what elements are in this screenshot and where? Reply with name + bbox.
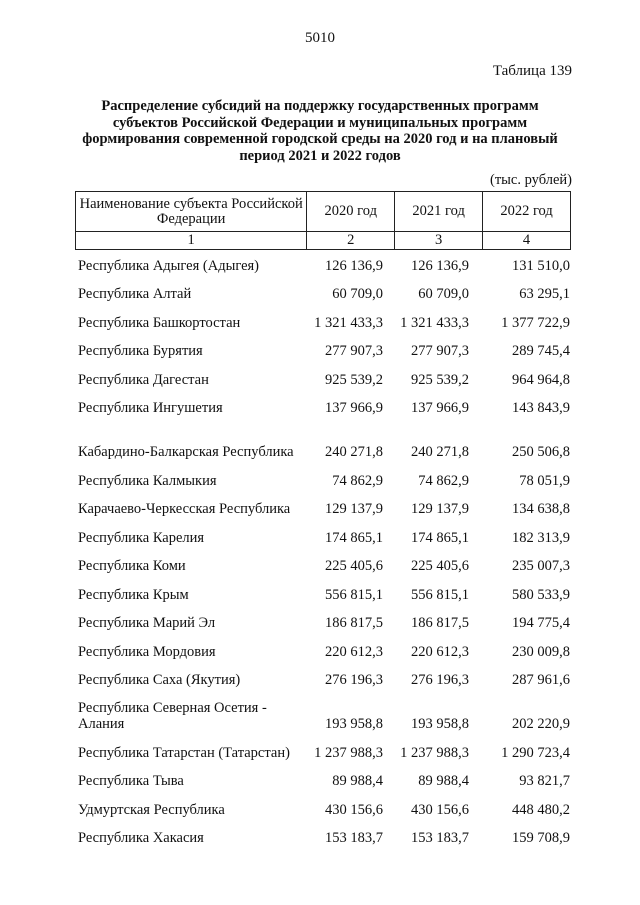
value-2020: 153 183,7 [325,830,383,846]
value-2022: 182 313,9 [512,529,570,546]
value-2021: 129 137,9 [411,501,469,517]
value-2021: 220 612,3 [411,643,469,660]
value-2022: 202 220,9 [512,716,570,732]
subject-name: Республика Ингушетия [78,400,223,416]
value-2022: 235 007,3 [512,558,570,574]
value-2020: 220 612,3 [325,643,383,660]
subject-name: Республика Алтай [78,286,192,302]
table-row [75,307,571,336]
subject-name: Кабардино-Балкарская Республика [78,444,294,460]
table-body [75,250,571,851]
table-row [75,608,571,637]
subject-name: Республика Северная Осетия - Алания [78,700,267,732]
value-2022: 78 051,9 [519,472,570,489]
subject-name: Республика Башкортостан [78,314,241,331]
value-2021: 126 136,9 [411,257,469,274]
table-row [75,579,571,608]
value-2021: 225 405,6 [411,558,469,574]
value-2021: 240 271,8 [411,444,469,460]
table-row [75,766,571,795]
value-2022: 289 745,4 [512,343,570,359]
units-label: (тыс. рублей) [490,172,572,188]
value-2022: 1 290 723,4 [501,744,570,761]
document-title: Распределение субсидий на поддержку государственных программ субъектов Российской Федерации и муниципальных программ формирования современной городской среды на 2020 год и на плановый период 2021 и 2022 годов [82,98,558,164]
value-2022: 287 961,6 [512,672,570,688]
value-2020: 60 709,0 [332,286,383,302]
value-2021: 1 237 988,3 [400,744,469,761]
page-number: 5010 [305,30,335,46]
value-2020: 137 966,9 [325,400,383,416]
table-row [75,250,571,279]
value-2021: 137 966,9 [411,400,469,416]
table-row [75,737,571,766]
table-row [75,393,571,422]
subject-name: Республика Адыгея (Адыгея) [78,257,260,274]
value-2021: 276 196,3 [411,672,469,688]
value-2020: 174 865,1 [325,529,383,546]
value-2020: 925 539,2 [325,371,383,388]
subject-name: Республика Хакасия [78,830,204,846]
subject-name: Республика Саха (Якутия) [78,672,241,688]
table-row [75,421,571,465]
value-2022: 448 480,2 [512,801,570,818]
subject-name: Карачаево-Черкесская Республика [78,501,291,517]
value-2022: 134 638,8 [512,501,570,517]
value-2021: 74 862,9 [418,472,469,489]
value-2022: 93 821,7 [519,773,570,789]
subject-name: Республика Тыва [78,773,184,789]
value-2020: 74 862,9 [332,472,383,489]
table-row [75,636,571,665]
value-2021: 277 907,3 [411,343,469,359]
table-row [75,494,571,523]
value-2020: 1 321 433,3 [314,314,383,331]
value-2020: 430 156,6 [325,801,383,818]
header-2022: 2022 год [483,192,571,232]
value-2020: 556 815,1 [325,586,383,603]
column-number-1: 1 [76,232,307,250]
value-2020: 129 137,9 [325,501,383,517]
subject-name: Республика Крым [78,586,189,603]
value-2020: 126 136,9 [325,257,383,274]
value-2020: 89 988,4 [332,773,383,789]
value-2022: 964 964,8 [512,371,570,388]
table-label: Таблица 139 [492,63,572,79]
subject-name: Республика Татарстан (Татарстан) [78,744,290,761]
value-2021: 925 539,2 [411,371,469,388]
header-row [76,192,571,232]
value-2020: 193 958,8 [325,716,383,732]
subject-name: Республика Мордовия [78,643,216,660]
value-2021: 186 817,5 [411,615,469,631]
subject-name: Республика Дагестан [78,371,209,388]
value-2022: 63 295,1 [519,286,570,302]
value-2021: 193 958,8 [411,716,469,732]
subject-name: Республика Калмыкия [78,472,217,489]
table-header [75,191,571,250]
value-2021: 174 865,1 [411,529,469,546]
table-row [75,693,571,737]
column-number-2: 2 [307,232,395,250]
value-2020: 225 405,6 [325,558,383,574]
value-2020: 240 271,8 [325,444,383,460]
column-number-row [76,232,571,250]
value-2021: 556 815,1 [411,586,469,603]
subject-name: Удмуртская Республика [78,801,225,818]
subject-name: Республика Карелия [78,529,205,546]
table-row [75,465,571,494]
table-row [75,665,571,694]
column-number-3: 3 [395,232,483,250]
table-row [75,336,571,365]
subject-name: Республика Коми [78,558,186,574]
value-2021: 89 988,4 [418,773,469,789]
value-2022: 230 009,8 [512,643,570,660]
header-2020: 2020 год [307,192,395,232]
value-2022: 131 510,0 [512,257,570,274]
value-2022: 143 843,9 [512,400,570,416]
subject-name: Республика Бурятия [78,343,203,359]
column-number-4: 4 [483,232,571,250]
value-2020: 277 907,3 [325,343,383,359]
table-row [75,279,571,308]
value-2021: 153 183,7 [411,830,469,846]
table-row [75,522,571,551]
value-2020: 276 196,3 [325,672,383,688]
value-2021: 60 709,0 [418,286,469,302]
header-2021: 2021 год [395,192,483,232]
table-row [75,794,571,823]
value-2021: 1 321 433,3 [400,314,469,331]
value-2022: 1 377 722,9 [501,314,570,331]
header-subject: Наименование субъекта Российской Федерации [76,192,307,232]
value-2022: 159 708,9 [512,830,570,846]
table-row [75,364,571,393]
value-2020: 186 817,5 [325,615,383,631]
value-2022: 194 775,4 [512,615,570,631]
value-2022: 580 533,9 [512,586,570,603]
value-2020: 1 237 988,3 [314,744,383,761]
table-row [75,551,571,580]
subject-name: Республика Марий Эл [78,615,216,631]
value-2022: 250 506,8 [512,444,570,460]
value-2021: 430 156,6 [411,801,469,818]
table-row [75,823,571,852]
